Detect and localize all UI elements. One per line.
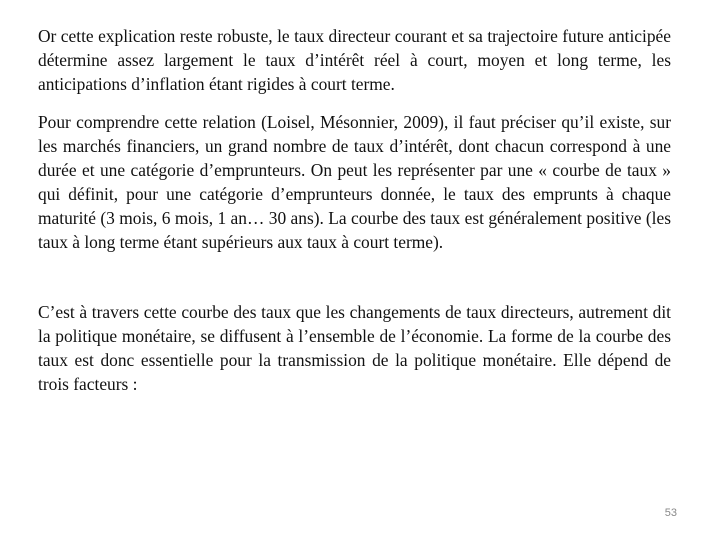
- paragraph-3: C’est à travers cette courbe des taux que les changements de taux directeurs, autrement dit la politique monétaire, se diffusent à l’ensemble de l’économie. La forme de la courbe des taux est donc essentielle pour la transmission de la politique monétaire. Elle dépend de trois facteurs :: [38, 302, 671, 394]
- paragraph-1: Or cette explication reste robuste, le taux directeur courant et sa trajectoire future anticipée détermine assez largement le taux d’intérêt réel à court, moyen et long terme, les anticipations d’inflation étant rigides à court terme.: [38, 26, 671, 94]
- page-number: 53: [664, 507, 677, 519]
- paragraph-2: Pour comprendre cette relation (Loisel, Mésonnier, 2009), il faut préciser qu’il existe, sur les marchés financiers, un grand nombre de taux d’intérêt, dont chacun correspond à une durée et une catégorie d’emprunteurs. On peut les représenter par une « courbe de taux » qui définit, pour une catégorie d’emprunteurs donnée, le taux des emprunts à chaque maturité (3 mois, 6 mois, 1 an… 30 ans). La courbe des taux est généralement positive (les taux à long terme étant supérieurs aux taux à court terme).: [38, 112, 671, 252]
